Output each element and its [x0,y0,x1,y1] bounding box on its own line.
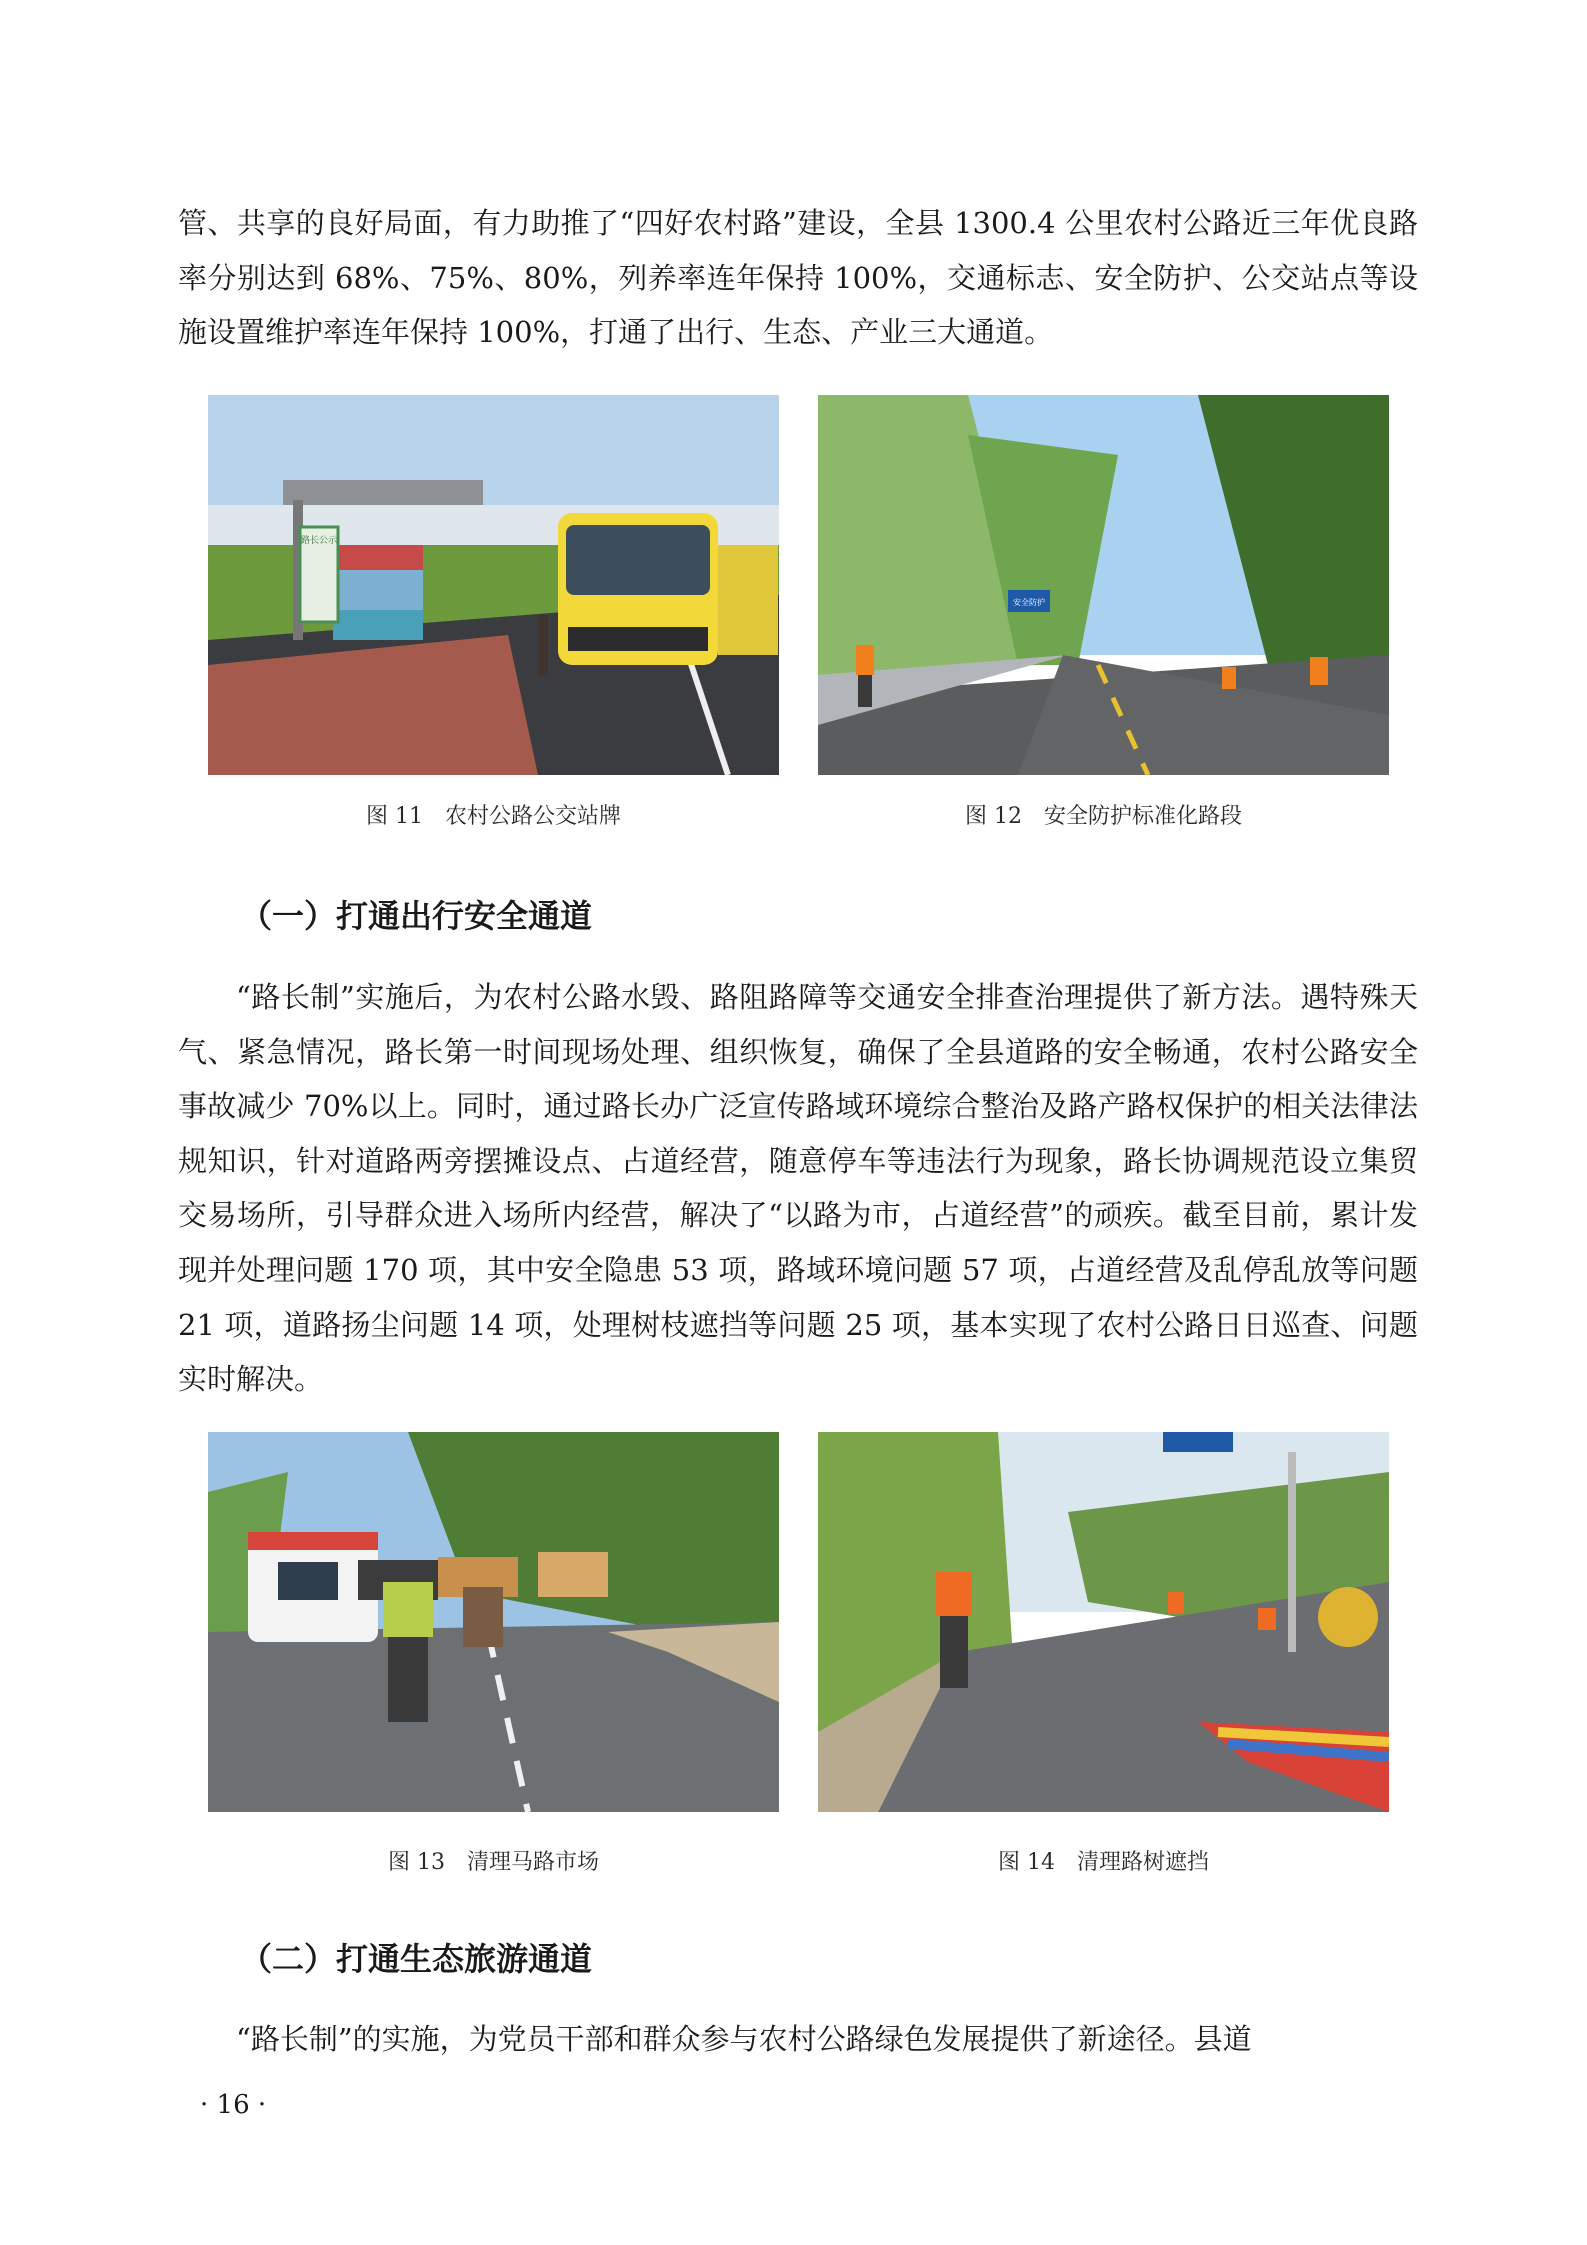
photo-street-market [208,1432,779,1812]
figure-14-caption: 图 14 清理路树遮挡 [998,1850,1209,1875]
section-heading-2: （二）打通生态旅游通道 [240,1940,593,1978]
figure-11-caption: 图 11 农村公路公交站牌 [366,804,621,829]
section-1-body [178,970,1418,1407]
figure-13-caption: 图 13 清理马路市场 [388,1850,599,1875]
figure-12-caption: 图 12 安全防护标准化路段 [965,804,1242,829]
photo-tree-trimming [818,1432,1389,1812]
section-2-body [178,2012,1418,2067]
section-2-text: “路长制”的实施，为党员干部和群众参与农村公路绿色发展提供了新途径。县道 [236,2022,1252,2056]
photo-guardrail-road [818,395,1389,775]
paragraph-top [178,196,1418,360]
section-heading-1: （一）打通出行安全通道 [240,897,593,935]
photo-bus-stop [208,395,779,775]
section-1-text: “路长制”实施后，为农村公路水毁、路阻路障等交通安全排查治理提供了新方法。遇特殊天气、紧急情况，路长第一时间现场处理、组织恢复，确保了全县道路的安全畅通，农村公路安全事故减少 70%以上。同时，通过路长办广泛宣传路域环境综合整治及路产路权保护的相关法律法规知识，针对道路两旁摆摊设点、占道经营，随意停车等违法行为现象，路长协调规范设立集贸交易场所，引导群众进入场所内经营，解决了“以路为市，占道经营”的顽疾。截至目前，累计发现并处理问题 170 项，其中安全隐患 53 项，路域环境问题 57 项，占道经营及乱停乱放等问题 21 项，道路扬尘问题 14 项，处理树枝遮挡等问题 25 项，基本实现了农村公路日日巡查、问题实时解决。 [178,980,1418,1397]
page-number: · 16 · [200,2090,267,2120]
paragraph-top-text: 管、共享的良好局面，有力助推了“四好农村路”建设，全县 1300.4 公里农村公路近三年优良路率分别达到 68%、75%、80%，列养率连年保持 100%，交通标志、安全防护、公交站点等设施设置维护率连年保持 100%，打通了出行、生态、产业三大通道。 [178,206,1418,350]
bus-stop-sign-text: 路长公示 [300,536,338,546]
road-sign-text: 安全防护 [1013,598,1045,607]
